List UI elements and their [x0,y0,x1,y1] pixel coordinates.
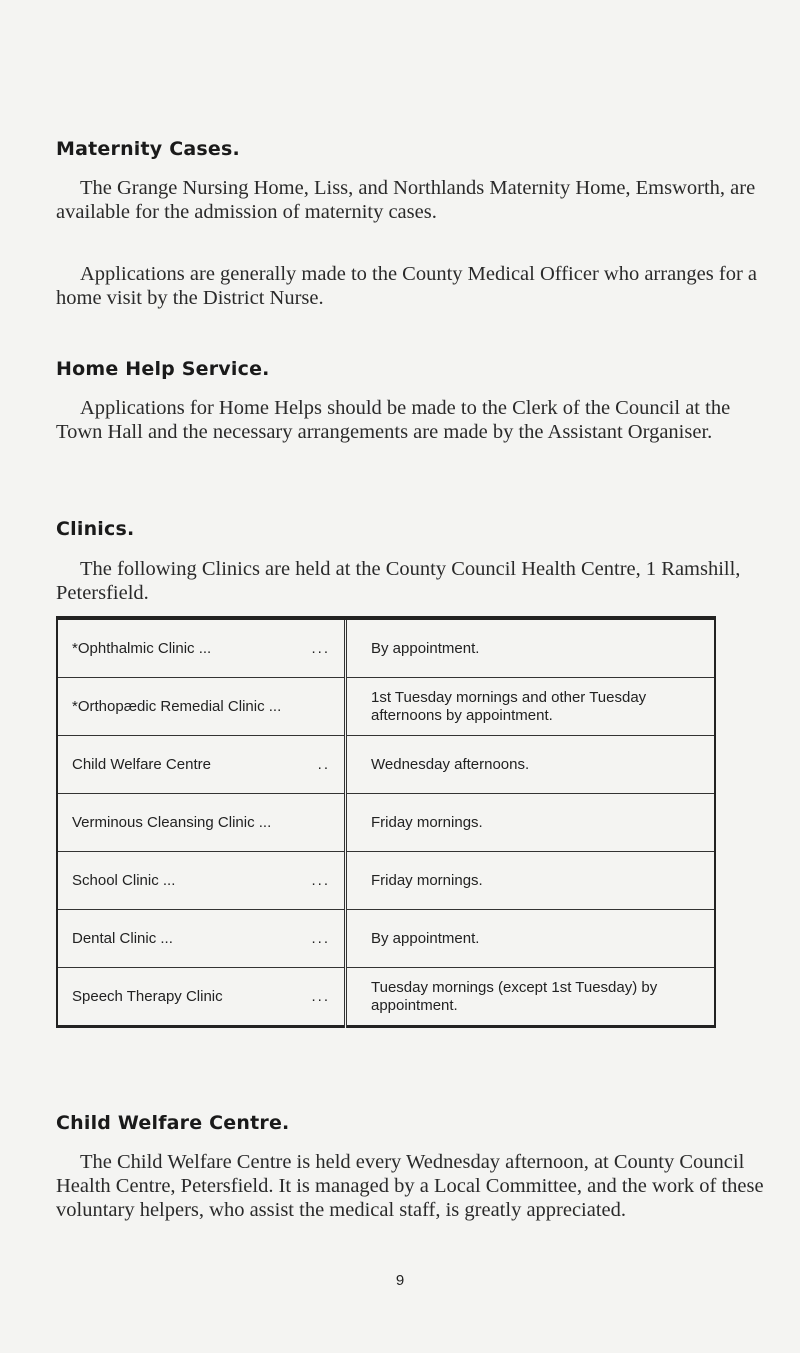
home-help-heading: Home Help Service. [56,358,270,380]
clinic-name: *Ophthalmic Clinic ... [72,640,212,657]
clinics-paragraph: The following Clinics are held at the County Council Health Centre, 1 Ramshill, Petersfield. [56,558,741,604]
child-welfare-heading: Child Welfare Centre. [56,1112,290,1134]
clinic-schedule: 1st Tuesday mornings and other Tuesday afternoons by appointment. [346,678,716,736]
clinic-schedule: Friday mornings. [346,794,716,852]
table-row [57,794,715,852]
clinic-name: Verminous Cleansing Clinic ... [72,814,272,831]
page-number: 9 [395,1272,405,1289]
table-row [57,736,715,794]
clinic-name: Child Welfare Centre [72,756,211,773]
clinic-name-cell [57,618,346,678]
leader-dots: ... [311,872,330,889]
leader-dots: ... [311,930,330,947]
clinic-name-cell [57,852,346,910]
clinics-heading: Clinics. [56,518,135,540]
clinic-name: *Orthopædic Remedial Clinic ... [72,698,282,715]
child-welfare-paragraph: The Child Welfare Centre is held every Wednesday afternoon, at County Council Health Centre, Petersfield. It is managed by a Local Committee, and the work of these voluntary helpers, who assist the medical staff, is greatly appreciated. [56,1151,764,1221]
clinic-name: School Clinic ... [72,872,176,889]
clinic-schedule: Wednesday afternoons. [346,736,716,794]
clinic-name: Speech Therapy Clinic [72,988,223,1005]
clinic-schedule: Friday mornings. [346,852,716,910]
table-row [57,968,715,1027]
clinic-name: Dental Clinic ... [72,930,173,947]
clinic-schedule: By appointment. [346,910,716,968]
home-help-paragraph: Applications for Home Helps should be made to the Clerk of the Council at the Town Hall and the necessary arrangements are made by the Assistant Organiser. [56,397,731,443]
clinic-schedule-table [56,616,716,1028]
leader-dots: ... [311,988,330,1005]
clinic-name-cell [57,794,346,852]
leader-dots: ... [311,640,330,657]
leader-dots: .. [317,756,330,773]
table-row [57,910,715,968]
clinic-name-cell [57,736,346,794]
table-row [57,852,715,910]
clinic-name-cell [57,678,346,736]
clinic-schedule: By appointment. [346,618,716,678]
table-row [57,618,715,678]
maternity-paragraph-1: The Grange Nursing Home, Liss, and Northlands Maternity Home, Emsworth, are available for the admission of maternity cases. [56,177,756,223]
maternity-paragraph-2: Applications are generally made to the County Medical Officer who arranges for a home visit by the District Nurse. [56,263,758,309]
clinic-schedule: Tuesday mornings (except 1st Tuesday) by appointment. [346,968,716,1027]
clinic-name-cell [57,910,346,968]
maternity-heading: Maternity Cases. [56,138,240,160]
clinic-name-cell [57,968,346,1027]
table-row [57,678,715,736]
